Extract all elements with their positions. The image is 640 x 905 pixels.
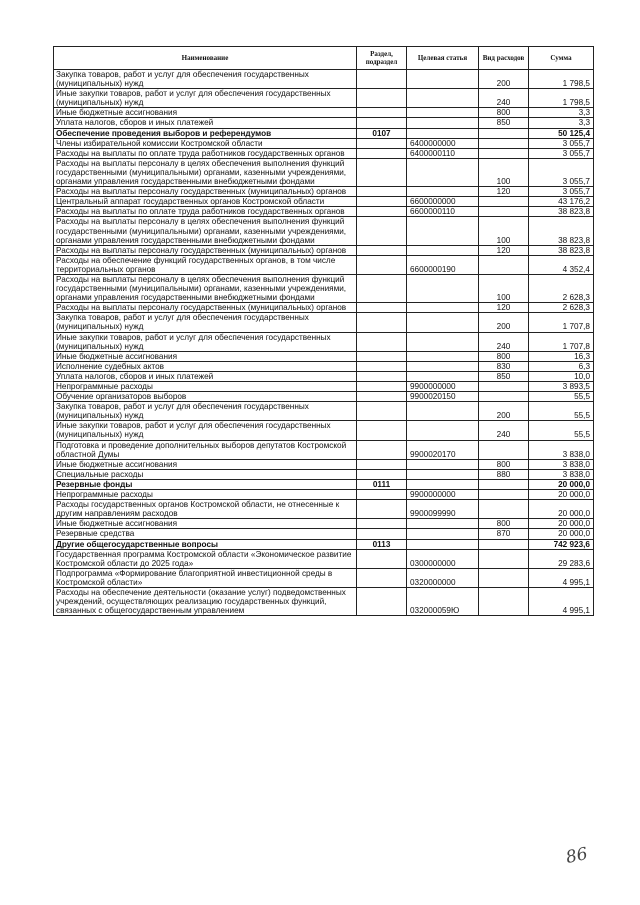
cell-sum: 50 125,4 (529, 128, 594, 138)
table-row (54, 490, 594, 500)
table-row (54, 469, 594, 479)
cell-kind: 870 (479, 529, 529, 539)
cell-section (357, 118, 407, 128)
cell-sum: 43 176,2 (529, 197, 594, 207)
cell-section (357, 500, 407, 519)
page-number: 86 (564, 843, 590, 869)
table-row (54, 148, 594, 158)
cell-kind (479, 500, 529, 519)
cell-kind (479, 587, 529, 615)
cell-section (357, 529, 407, 539)
cell-sum: 1 798,5 (529, 89, 594, 108)
cell-section (357, 392, 407, 402)
cell-target (407, 539, 479, 549)
cell-name: Члены избирательной комиссии Костромской области (54, 138, 357, 148)
cell-section (357, 382, 407, 392)
cell-kind (479, 148, 529, 158)
cell-name: Расходы на выплаты по оплате труда работников государственных органов (54, 207, 357, 217)
table-row (54, 70, 594, 89)
table-row (54, 479, 594, 489)
cell-name: Непрограммные расходы (54, 490, 357, 500)
cell-kind: 200 (479, 402, 529, 421)
cell-target: 9900000000 (407, 382, 479, 392)
cell-sum: 1 798,5 (529, 70, 594, 89)
cell-kind: 200 (479, 70, 529, 89)
cell-sum: 3 893,5 (529, 382, 594, 392)
header-target: Целевая статья (407, 47, 479, 70)
cell-sum: 742 923,6 (529, 539, 594, 549)
cell-target (407, 118, 479, 128)
cell-name: Иные бюджетные ассигнования (54, 459, 357, 469)
table-body (54, 70, 594, 616)
cell-section (357, 459, 407, 469)
cell-kind (479, 382, 529, 392)
cell-target (407, 303, 479, 313)
cell-section: 0113 (357, 539, 407, 549)
cell-sum: 10,0 (529, 371, 594, 381)
cell-name: Обеспечение проведения выборов и референдумов (54, 128, 357, 138)
cell-kind: 100 (479, 158, 529, 186)
cell-sum: 3 055,7 (529, 148, 594, 158)
cell-kind: 850 (479, 118, 529, 128)
cell-kind (479, 490, 529, 500)
table-row (54, 89, 594, 108)
cell-section (357, 361, 407, 371)
table-row (54, 392, 594, 402)
cell-kind (479, 568, 529, 587)
cell-kind (479, 207, 529, 217)
cell-sum: 3 838,0 (529, 440, 594, 459)
cell-section (357, 402, 407, 421)
cell-target (407, 529, 479, 539)
cell-target: 6600000000 (407, 197, 479, 207)
cell-target: 6600000110 (407, 207, 479, 217)
cell-section (357, 158, 407, 186)
table-row (54, 207, 594, 217)
cell-kind: 100 (479, 217, 529, 245)
cell-kind: 240 (479, 421, 529, 440)
cell-sum: 38 823,8 (529, 245, 594, 255)
table-row (54, 500, 594, 519)
cell-sum: 3 055,7 (529, 158, 594, 186)
cell-section (357, 245, 407, 255)
budget-table (53, 46, 594, 616)
cell-section (357, 568, 407, 587)
cell-kind: 880 (479, 469, 529, 479)
table-row (54, 361, 594, 371)
cell-kind (479, 479, 529, 489)
cell-kind: 200 (479, 313, 529, 332)
cell-name: Расходы на выплаты персоналу государственных (муниципальных) органов (54, 245, 357, 255)
cell-sum: 55,5 (529, 421, 594, 440)
cell-target: 032000059Ю (407, 587, 479, 615)
cell-name: Расходы на выплаты персоналу государственных (муниципальных) органов (54, 303, 357, 313)
header-sum: Сумма (529, 47, 594, 70)
table-row (54, 351, 594, 361)
cell-kind: 120 (479, 245, 529, 255)
cell-section (357, 108, 407, 118)
cell-target: 9900020170 (407, 440, 479, 459)
cell-target: 6600000190 (407, 255, 479, 274)
cell-section (357, 89, 407, 108)
cell-section: 0107 (357, 128, 407, 138)
table-row (54, 197, 594, 207)
cell-target: 9900020150 (407, 392, 479, 402)
cell-target: 6400000000 (407, 138, 479, 148)
table-row (54, 313, 594, 332)
cell-section (357, 421, 407, 440)
cell-section (357, 469, 407, 479)
cell-name: Иные бюджетные ассигнования (54, 108, 357, 118)
cell-sum: 16,3 (529, 351, 594, 361)
table-row (54, 128, 594, 138)
cell-target (407, 108, 479, 118)
table-row (54, 519, 594, 529)
cell-target (407, 332, 479, 351)
cell-target (407, 187, 479, 197)
cell-section (357, 255, 407, 274)
cell-name: Государственная программа Костромской области «Экономическое развитие Костромской области до 2025 года» (54, 549, 357, 568)
cell-sum: 4 995,1 (529, 568, 594, 587)
table-row (54, 539, 594, 549)
cell-kind: 240 (479, 89, 529, 108)
cell-name: Расходы на выплаты персоналу государственных (муниципальных) органов (54, 187, 357, 197)
cell-name: Расходы на выплаты персоналу в целях обеспечения выполнения функций государственными (муниципальными) органами, казенными учреждениями, органами управления государственными внебюджетными фондами (54, 274, 357, 302)
cell-name: Иные закупки товаров, работ и услуг для обеспечения государственных (муниципальных) нужд (54, 89, 357, 108)
table-row (54, 217, 594, 245)
table-row (54, 549, 594, 568)
cell-section (357, 207, 407, 217)
table-row (54, 421, 594, 440)
table-row (54, 587, 594, 615)
cell-sum: 3 838,0 (529, 459, 594, 469)
cell-kind (479, 138, 529, 148)
cell-target (407, 89, 479, 108)
cell-section: 0111 (357, 479, 407, 489)
table-row (54, 255, 594, 274)
cell-name: Иные закупки товаров, работ и услуг для обеспечения государственных (муниципальных) нужд (54, 332, 357, 351)
cell-section (357, 440, 407, 459)
table-row (54, 459, 594, 469)
table-row (54, 568, 594, 587)
cell-name: Иные бюджетные ассигнования (54, 519, 357, 529)
header-section: Раздел, подраздел (357, 47, 407, 70)
cell-section (357, 187, 407, 197)
cell-target: 9900099990 (407, 500, 479, 519)
cell-section (357, 274, 407, 302)
cell-sum: 20 000,0 (529, 519, 594, 529)
cell-section (357, 371, 407, 381)
cell-name: Резервные средства (54, 529, 357, 539)
cell-sum: 3,3 (529, 118, 594, 128)
cell-sum: 29 283,6 (529, 549, 594, 568)
cell-sum: 20 000,0 (529, 529, 594, 539)
cell-sum: 1 707,8 (529, 313, 594, 332)
cell-sum: 55,5 (529, 402, 594, 421)
cell-kind: 100 (479, 274, 529, 302)
cell-kind: 120 (479, 303, 529, 313)
cell-target (407, 217, 479, 245)
cell-name: Непрограммные расходы (54, 382, 357, 392)
cell-section (357, 332, 407, 351)
cell-kind: 800 (479, 351, 529, 361)
cell-target (407, 313, 479, 332)
cell-name: Обучение организаторов выборов (54, 392, 357, 402)
cell-section (357, 138, 407, 148)
cell-sum: 2 628,3 (529, 274, 594, 302)
cell-name: Иные бюджетные ассигнования (54, 351, 357, 361)
cell-name: Подготовка и проведение дополнительных выборов депутатов Костромской областной Думы (54, 440, 357, 459)
cell-kind: 120 (479, 187, 529, 197)
cell-name: Другие общегосударственные вопросы (54, 539, 357, 549)
table-row (54, 158, 594, 186)
cell-name: Иные закупки товаров, работ и услуг для обеспечения государственных (муниципальных) нужд (54, 421, 357, 440)
header-name: Наименование (54, 47, 357, 70)
cell-sum: 4 352,4 (529, 255, 594, 274)
cell-sum: 1 707,8 (529, 332, 594, 351)
cell-section (357, 490, 407, 500)
cell-name: Центральный аппарат государственных органов Костромской области (54, 197, 357, 207)
cell-target (407, 274, 479, 302)
header-kind: Вид расходов (479, 47, 529, 70)
cell-sum: 55,5 (529, 392, 594, 402)
table-row (54, 138, 594, 148)
cell-target (407, 128, 479, 138)
cell-kind (479, 128, 529, 138)
cell-sum: 3 055,7 (529, 187, 594, 197)
cell-section (357, 351, 407, 361)
table-header-row (54, 47, 594, 70)
cell-name: Закупка товаров, работ и услуг для обеспечения государственных (муниципальных) нужд (54, 402, 357, 421)
cell-name: Уплата налогов, сборов и иных платежей (54, 118, 357, 128)
cell-target (407, 469, 479, 479)
cell-kind: 800 (479, 459, 529, 469)
cell-kind (479, 549, 529, 568)
cell-sum: 20 000,0 (529, 479, 594, 489)
cell-sum: 20 000,0 (529, 490, 594, 500)
cell-sum: 3 838,0 (529, 469, 594, 479)
cell-sum: 3,3 (529, 108, 594, 118)
table-row (54, 382, 594, 392)
cell-name: Расходы на выплаты по оплате труда работников государственных органов (54, 148, 357, 158)
cell-kind: 800 (479, 519, 529, 529)
cell-name: Подпрограмма «Формирование благоприятной инвестиционной среды в Костромской области» (54, 568, 357, 587)
cell-name: Уплата налогов, сборов и иных платежей (54, 371, 357, 381)
cell-target: 9900000000 (407, 490, 479, 500)
cell-section (357, 587, 407, 615)
table-row (54, 332, 594, 351)
cell-target (407, 70, 479, 89)
cell-section (357, 303, 407, 313)
cell-kind (479, 392, 529, 402)
cell-target (407, 361, 479, 371)
cell-section (357, 197, 407, 207)
table-row (54, 118, 594, 128)
cell-target (407, 479, 479, 489)
table-row (54, 303, 594, 313)
cell-kind: 800 (479, 108, 529, 118)
cell-kind: 830 (479, 361, 529, 371)
cell-section (357, 148, 407, 158)
table-row (54, 245, 594, 255)
cell-target (407, 459, 479, 469)
cell-sum: 20 000,0 (529, 500, 594, 519)
cell-sum: 38 823,8 (529, 217, 594, 245)
cell-section (357, 217, 407, 245)
cell-kind (479, 440, 529, 459)
cell-target (407, 519, 479, 529)
cell-name: Резервные фонды (54, 479, 357, 489)
cell-section (357, 519, 407, 529)
table-row (54, 440, 594, 459)
cell-kind (479, 197, 529, 207)
cell-name: Расходы государственных органов Костромской области, не отнесенные к другим направлениям расходов (54, 500, 357, 519)
cell-name: Специальные расходы (54, 469, 357, 479)
cell-kind (479, 255, 529, 274)
table-row (54, 402, 594, 421)
cell-name: Исполнение судебных актов (54, 361, 357, 371)
cell-sum: 4 995,1 (529, 587, 594, 615)
cell-section (357, 313, 407, 332)
cell-target (407, 245, 479, 255)
table-row (54, 371, 594, 381)
cell-target (407, 402, 479, 421)
cell-sum: 6,3 (529, 361, 594, 371)
cell-section (357, 70, 407, 89)
table-row (54, 274, 594, 302)
cell-kind: 850 (479, 371, 529, 381)
table-row (54, 187, 594, 197)
cell-sum: 2 628,3 (529, 303, 594, 313)
cell-name: Закупка товаров, работ и услуг для обеспечения государственных (муниципальных) нужд (54, 313, 357, 332)
cell-target (407, 351, 479, 361)
cell-kind: 240 (479, 332, 529, 351)
cell-section (357, 549, 407, 568)
table-row (54, 529, 594, 539)
cell-name: Расходы на выплаты персоналу в целях обеспечения выполнения функций государственными (муниципальными) органами, казенными учреждениями, органами управления государственными внебюджетными фондами (54, 217, 357, 245)
cell-sum: 38 823,8 (529, 207, 594, 217)
cell-kind (479, 539, 529, 549)
cell-name: Закупка товаров, работ и услуг для обеспечения государственных (муниципальных) нужд (54, 70, 357, 89)
cell-target (407, 421, 479, 440)
cell-target (407, 158, 479, 186)
table-row (54, 108, 594, 118)
cell-target: 0320000000 (407, 568, 479, 587)
cell-name: Расходы на выплаты персоналу в целях обеспечения выполнения функций государственными (муниципальными) органами, казенными учреждениями, органами управления государственными внебюджетными фондами (54, 158, 357, 186)
cell-target (407, 371, 479, 381)
cell-name: Расходы на обеспечение деятельности (оказание услуг) подведомственных учреждений, осуществляющих реализацию государственных функций, связанных с общегосударственным управлением (54, 587, 357, 615)
cell-target: 6400000110 (407, 148, 479, 158)
cell-name: Расходы на обеспечение функций государственных органов, в том числе территориальных органов (54, 255, 357, 274)
cell-target: 0300000000 (407, 549, 479, 568)
cell-sum: 3 055,7 (529, 138, 594, 148)
